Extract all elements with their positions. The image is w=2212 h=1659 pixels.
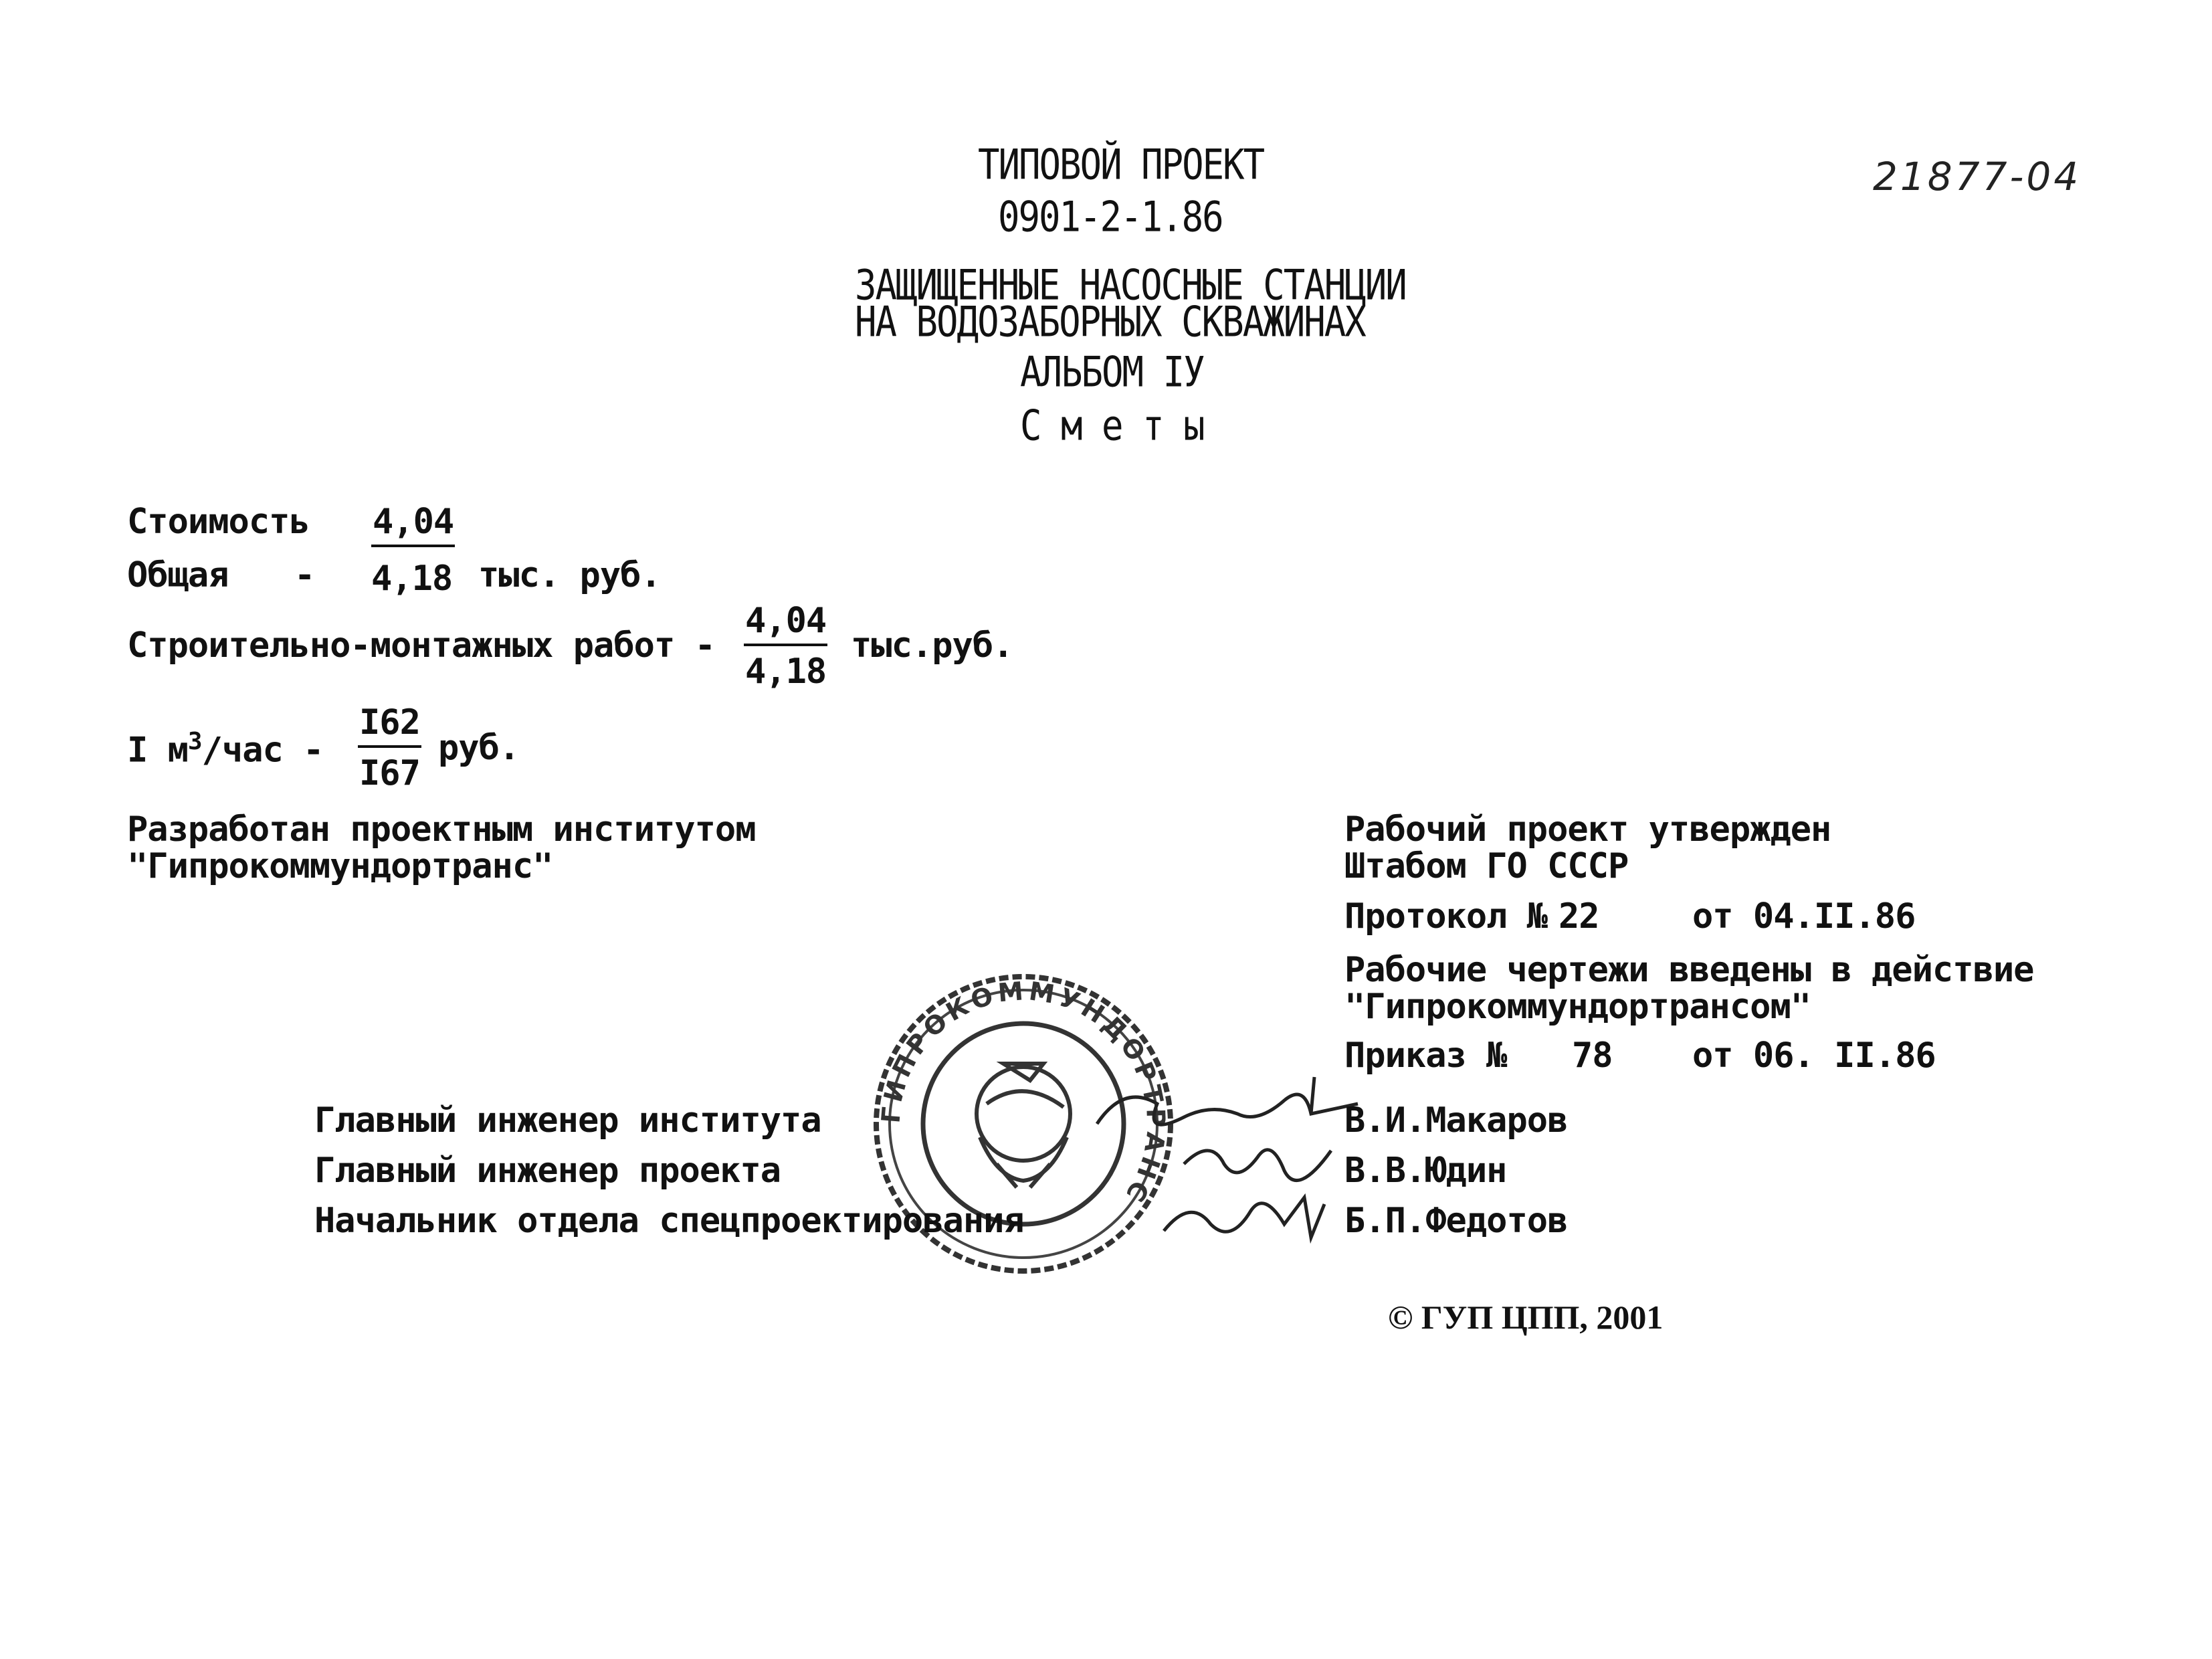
project-type: ТИПОВОЙ ПРОЕКТ — [978, 140, 1264, 189]
stamp-text: ГИПРОКОММУНДОРТРАНС — [876, 975, 1171, 1210]
per-unit-numerator: I62 — [358, 702, 421, 748]
protocol-date: от 04.II.86 — [1692, 896, 1916, 937]
album: АЛЬБОМ IУ — [1020, 348, 1204, 397]
order-date: от 06. II.86 — [1692, 1036, 1936, 1076]
smr-label: Строительно-монтажных работ - — [127, 625, 715, 666]
smr-fraction — [744, 601, 827, 692]
smr-unit: тыс.руб. — [851, 625, 1013, 666]
smr-denominator: 4,18 — [745, 652, 827, 692]
per-unit-prefix: I м — [127, 730, 188, 771]
approval-line-2: Штабом ГО СССР — [1344, 846, 1629, 886]
project-code: 0901-2-1.86 — [998, 193, 1223, 241]
order-label: Приказ № — [1344, 1036, 1507, 1076]
total-label: Общая — [127, 555, 229, 595]
approval-line-5: "Гипрокоммундортрансом" — [1344, 987, 1811, 1027]
document-number: 21877-04 — [1873, 154, 2082, 199]
smr-numerator: 4,04 — [744, 601, 827, 646]
per-unit-unit: руб. — [438, 728, 520, 768]
cost-numerator: 4,04 — [371, 502, 455, 547]
signature-role-1: Главный инженер института — [314, 1100, 821, 1141]
protocol-number: 22 — [1559, 896, 1599, 937]
order-number: 78 — [1572, 1036, 1613, 1076]
per-unit-label — [127, 728, 323, 770]
per-unit-fraction — [358, 702, 421, 793]
per-unit-suffix: /час - — [201, 730, 324, 771]
signature-name-2: В.В.Юдин — [1344, 1151, 1507, 1191]
total-dash: - — [294, 555, 315, 595]
per-unit-denominator: I67 — [359, 753, 420, 793]
cost-unit: тыс. руб. — [478, 555, 661, 595]
signature-makarov-icon — [1097, 1094, 1358, 1125]
developer-line-2: "Гипрокоммундортранс" — [127, 846, 553, 886]
signature-role-2: Главный инженер проекта — [314, 1151, 781, 1191]
approval-line-1: Рабочий проект утвержден — [1344, 809, 1831, 850]
emblem-icon — [977, 1064, 1070, 1187]
signature-name-1: В.И.Макаров — [1344, 1100, 1568, 1141]
title-line-1: ЗАЩИЩЕННЫЕ НАСОСНЫЕ СТАНЦИИ — [855, 261, 1406, 310]
title-line-2: НА ВОДОЗАБОРНЫХ СКВАЖИНАХ — [855, 298, 1365, 347]
per-unit-superscript: 3 — [187, 728, 202, 755]
protocol-label: Протокол № — [1344, 896, 1548, 937]
cost-fraction — [371, 502, 455, 547]
signature-fedotov-icon — [1164, 1197, 1324, 1238]
cost-denominator: 4,18 — [371, 559, 453, 599]
cost-label: Стоимость — [127, 502, 310, 542]
approval-line-4: Рабочие чертежи введены в действие — [1344, 950, 2034, 990]
signature-name-3: Б.П.Федотов — [1344, 1201, 1568, 1241]
signature-yudin-icon — [1184, 1150, 1331, 1181]
signature-role-3: Начальник отдела спецпроектирования — [314, 1201, 1024, 1241]
subtitle: С м е т ы — [1020, 401, 1204, 450]
developer-line-1: Разработан проектным институтом — [127, 809, 756, 850]
signature-scribbles — [1084, 1064, 1365, 1258]
copyright: © ГУП ЦПП, 2001 — [1388, 1298, 1664, 1336]
